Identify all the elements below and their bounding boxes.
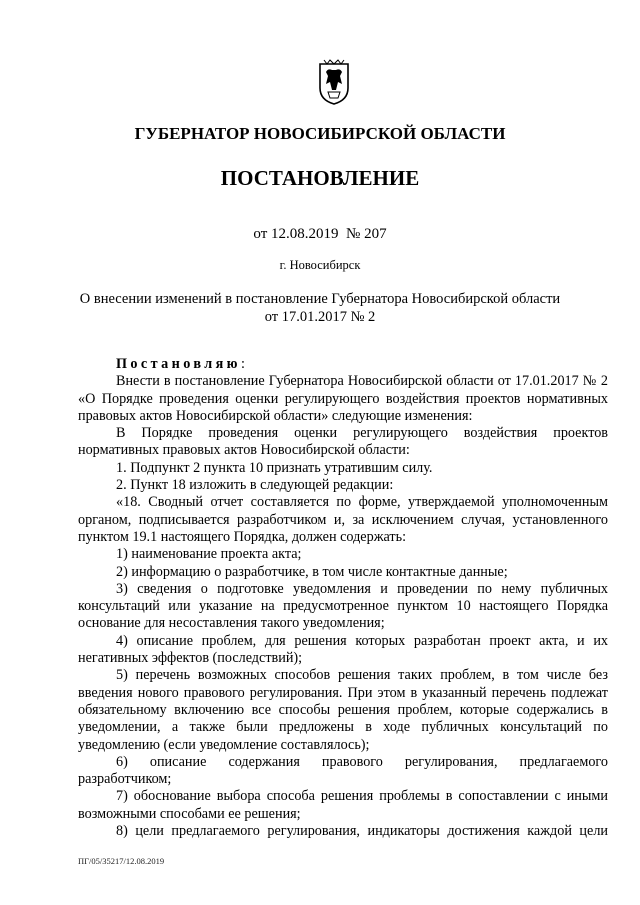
body-paragraph: 1. Подпункт 2 пункта 10 признать утратившим силу.: [116, 459, 433, 476]
document-body: [78, 356, 608, 840]
body-paragraph: «18. Сводный отчет составляется по форме, утверждаемой уполномоченным органом, подписывается разработчиком и, за исключением случая, установленного пунктом 19.1 настоящего Порядка, должен содержать:: [78, 494, 608, 545]
body-paragraph: 3) сведения о подготовке уведомления и проведении по нему публичных консультаций или указание на предусмотренное пунктом 10 настоящего Порядка основание для несоставления такого уведомления;: [78, 580, 608, 632]
body-paragraph: 5) перечень возможных способов решения таких проблем, в том числе без введения нового правового регулирования. При этом в указанный перечень подлежат обязательному включению все способы решения проблем, которые содержались в уведомлении, а также были предложены в ходе публичных консультаций по уведомлению (если уведомление составлялось);: [78, 667, 608, 753]
body-paragraph: 2) информацию о разработчике, в том числе контактные данные;: [116, 563, 508, 580]
document-subject: [0, 290, 640, 326]
document-date-number: от 12.08.2019 № 207: [253, 226, 387, 242]
body-paragraph: 7) обоснование выбора способа решения проблемы в сопоставлении с иными возможными способами ее решения;: [78, 788, 608, 822]
body-paragraph: В Порядке проведения оценки регулирующего воздействия проектов нормативных правовых актов Новосибирской области:: [78, 425, 608, 459]
issuing-authority: ГУБЕРНАТОР НОВОСИБИРСКОЙ ОБЛАСТИ: [134, 124, 506, 143]
decree-word: Постановляю: [116, 356, 241, 372]
body-paragraph: 4) описание проблем, для решения которых разработан проект акта, и их негативных эффектов (последствий);: [78, 632, 608, 667]
body-paragraph: 8) цели предлагаемого регулирования, индикаторы достижения каждой цели: [116, 823, 608, 840]
decree-colon: :: [240, 356, 245, 372]
body-paragraph: 2. Пункт 18 изложить в следующей редакции:: [116, 477, 394, 494]
body-paragraph: 1) наименование проекта акта;: [116, 546, 302, 563]
document-city: г. Новосибирск: [279, 258, 361, 272]
document-type-title: ПОСТАНОВЛЕНИЕ: [220, 166, 420, 190]
decree-heading: [78, 356, 608, 373]
subject-line-2: от 17.01.2017 № 2: [264, 309, 376, 325]
body-paragraph: 6) описание содержания правового регулирования, предлагаемого разработчиком;: [78, 753, 608, 788]
body-paragraph: Внести в постановление Губернатора Новосибирской области от 17.01.2017 № 2 «О Порядке проведения оценки регулирующего воздействия проектов нормативных правовых актов Новосибирской области» следующие изменения:: [78, 373, 608, 424]
coat-of-arms-icon: [316, 58, 352, 106]
footer-doc-code: ПГ/05/35217/12.08.2019: [78, 856, 165, 866]
subject-line-1: О внесении изменений в постановление Губернатора Новосибирской области: [79, 291, 561, 307]
